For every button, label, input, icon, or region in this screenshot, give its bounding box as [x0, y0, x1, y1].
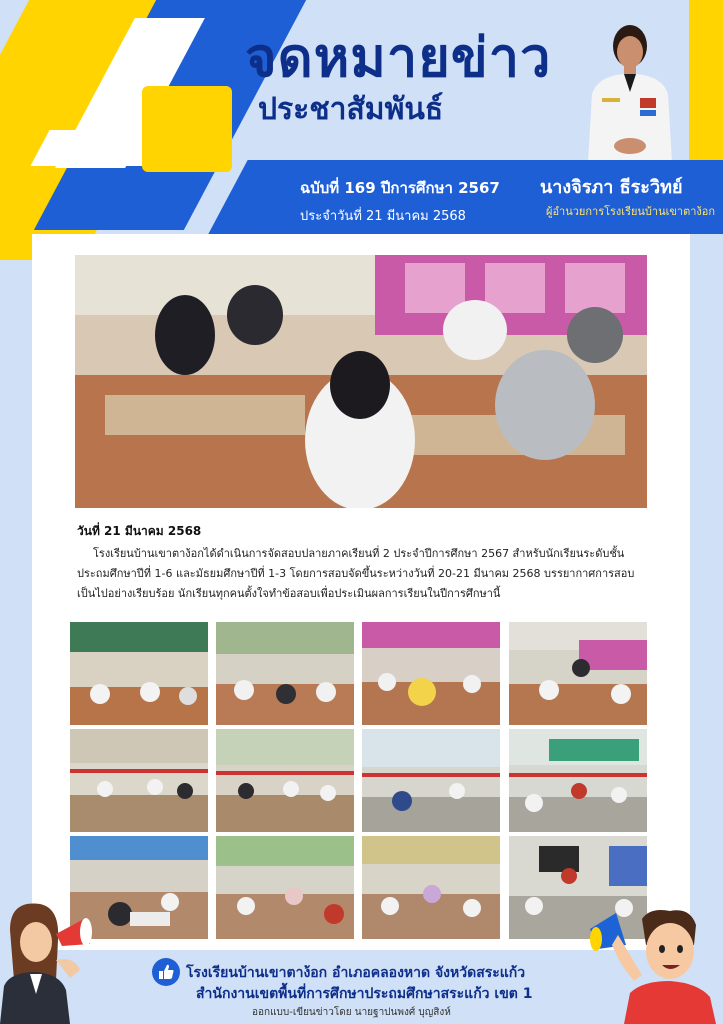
newsletter-subtitle: ประชาสัมพันธ์ — [258, 92, 444, 127]
newsletter-title: จดหมายข่าว — [245, 26, 552, 89]
header-yellow-square — [142, 86, 232, 172]
director-name: นางจิรภา ธีระวิทย์ — [540, 177, 683, 198]
gallery-photo — [362, 622, 500, 725]
header-right-yellow-bar — [689, 0, 723, 160]
footer-school-name: โรงเรียนบ้านเขาตาง้อก อำเภอคลองหาด จังหวัดสระแก้ว — [186, 965, 526, 981]
hero-photo — [75, 255, 647, 508]
man-megaphone-illustration — [590, 905, 723, 1024]
gallery-photo — [70, 622, 208, 725]
issue-date: ประจำวันที่ 21 มีนาคม 2568 — [300, 209, 466, 224]
woman-megaphone-illustration — [0, 900, 110, 1024]
footer-credit: ออกแบบ-เขียนข่าวโดย นายฐาปนพงศ์ บุญสิงห์ — [252, 1007, 451, 1018]
like-icon — [152, 958, 180, 986]
issue-number: ฉบับที่ 169 ปีการศึกษา 2567 — [300, 179, 500, 197]
gallery-photo — [216, 622, 354, 725]
gallery-photo — [509, 622, 647, 725]
director-title: ผู้อำนวยการโรงเรียนบ้านเขาตาง้อก — [546, 205, 716, 218]
article-body: โรงเรียนบ้านเขาตาง้อกได้ดำเนินการจัดสอบปลายภาคเรียนที่ 2 ประจำปีการศึกษา 2567 สำหรับนักเรียนระดับชั้นประถมศึกษาปีที่ 1-6 และมัธยมศึกษาปีที่ 1-3 โดยการสอบจัดขึ้นระหว่างวันที่ 20-21 มีนาคม 2568 บรรยากาศการสอบเป็นไปอย่างเรียบร้อย นักเรียนทุกคนตั้งใจทำข้อสอบเพื่อประเมินผลการเรียนในปีการศึกษานี้ — [77, 547, 635, 600]
gallery-photo — [70, 729, 208, 832]
footer-office-name: สำนักงานเขตพื้นที่การศึกษาประถมศึกษาสระแก้ว เขต 1 — [196, 986, 533, 1002]
article-date: วันที่ 21 มีนาคม 2568 — [77, 524, 202, 538]
gallery-photo — [362, 729, 500, 832]
gallery-photo — [509, 729, 647, 832]
director-portrait — [578, 14, 682, 162]
gallery-photo — [216, 836, 354, 939]
gallery-photo — [216, 729, 354, 832]
gallery-photo — [362, 836, 500, 939]
